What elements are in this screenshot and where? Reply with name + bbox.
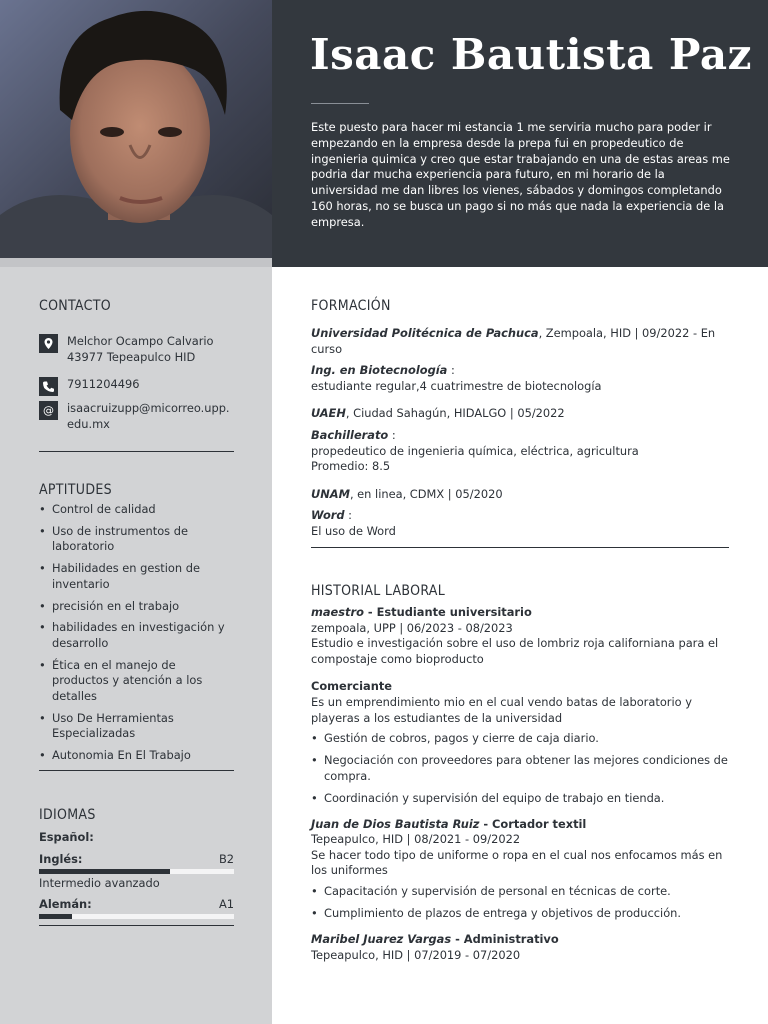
skill-item: • Habilidades en gestion de inventario [39,561,234,592]
languages-divider [39,925,234,926]
contact-divider [39,451,234,452]
education-entry [311,487,729,503]
job-role: - Cortador textil [479,816,587,831]
work-section [311,583,729,963]
skill-item: • Control de calidad [39,502,234,518]
work-title: HISTORIAL LABORAL [311,583,446,599]
bullet-item: • Capacitación y supervisión de personal en técnicas de corte. [311,884,729,900]
institution-name: UNAM [311,486,350,501]
level-bar-fill [39,869,170,874]
photo-divider-strip [0,258,272,267]
language-level: A1 [218,897,234,911]
institution-meta: , en linea, CDMX | 05/2020 [349,486,503,501]
job-role: - Administrativo [451,932,559,947]
name-underline [311,103,369,104]
contact-phone [39,377,234,397]
job-role: Comerciante [311,679,393,694]
language-german [39,897,234,912]
candidate-name: Isaac Bautista Paz [310,30,752,79]
bullet-item: • Negociación con proveedores para obtener las mejores condiciones de compra. [311,753,729,784]
work-entry [311,817,729,833]
degree-title: Bachillerato [311,427,389,442]
degree-detail: estudiante regular,4 cuatrimestre de biotecnología [311,378,602,393]
language-note: Intermedio avanzado [39,876,160,890]
languages-title: IDIOMAS [39,807,96,823]
skills-list [39,502,234,764]
address-line-2: 43977 Tepeapulco HID [67,349,196,364]
job-description: Es un emprendimiento mio en el cual vendo batas de laboratorio y playeras a los estudiantes de la universidad [311,694,692,725]
bullet-item: • Gestión de cobros, pagos y cierre de caja diario. [311,731,729,747]
degree-detail: El uso de Word [311,523,396,538]
profile-summary: Este puesto para hacer mi estancia 1 me serviria mucho para poder ir empezando en la empresa desde la prepa fui en propedeutico de ingenieria quimica y creo que estar trabajando en una de estas areas me podria dar mucha experiencia para futuro, en mi horario de la universidad me dan libres los vienes, sábados y domingos completando 160 horas, no se busca un pago si no más que nada la experiencia de la empresa. [311,120,730,229]
profile-photo [0,0,272,258]
institution-meta: , Ciudad Sahagún, HIDALGO | 05/2022 [345,406,565,421]
institution-meta: , Zempoala, HID | 09/2022 - En curso [311,326,716,356]
job-bullets [311,731,729,806]
employer-name: maestro [311,605,364,619]
skills-divider [39,770,234,771]
contact-address [39,334,234,365]
job-meta: zempoala, UPP | 06/2023 - 08/2023 [311,620,513,635]
education-section: FORMACIÓN Universidad Politécnica de Pachuca, Zempoala, HID | 09/2022 - En curso Ing. en Biotecnología : estudiante regular,4 cuatrimestre de biotecnología UAEH, Ciudad Sahagún, HIDALGO | 05/2022 Bachillerato : propedeutico de ingenieria química, eléctrica, agricultura Promedio: 8.5 UNAM, en linea, CDMX | 05/2020 Word : El uso de Word [311,298,729,548]
header-panel [272,0,768,267]
skills-title: APTITUDES [39,482,112,498]
education-entry [311,406,729,422]
skill-item: • Uso De Herramientas Especializadas [39,711,234,742]
map-marker-icon [39,334,58,353]
job-description: Se hacer todo tipo de uniforme o ropa en el cual nos enfocamos más en los uniformes [311,847,723,878]
degree-detail: Promedio: 8.5 [311,459,391,474]
email-line-2[interactable]: edu.mx [67,416,110,431]
language-level: B2 [218,852,234,866]
degree-detail: propedeutico de ingenieria química, eléctrica, agricultura [311,443,639,458]
job-meta: Tepeapulco, HID | 07/2019 - 07/2020 [311,947,521,962]
skill-item: • Uso de instrumentos de laboratorio [39,524,234,555]
institution-name: Universidad Politécnica de Pachuca [311,326,539,340]
education-divider [311,547,729,548]
education-title: FORMACIÓN [311,298,391,314]
contact-email [39,401,234,432]
email-line-1[interactable]: isaacruizupp@micorreo.upp. [67,401,230,416]
contact-title: CONTACTO [39,298,111,314]
german-level-bar [39,914,234,919]
skill-item: • Autonomia En El Trabajo [39,748,234,764]
address-line-1: Melchor Ocampo Calvario [67,334,214,348]
degree-title: Word [311,508,345,523]
english-level-bar [39,869,234,874]
employer-name: Juan de Dios Bautista Ruiz [311,816,480,831]
education-entry [311,326,729,357]
job-role: - Estudiante universitario [363,605,532,619]
portrait-illustration [0,0,272,258]
job-bullets [311,884,729,922]
language-name: Inglés: [39,852,83,866]
job-meta: Tepeapulco, HID | 08/2021 - 09/2022 [311,832,521,847]
skill-item: • precisión en el trabajo [39,599,234,615]
language-name: Alemán: [39,897,92,911]
phone-number[interactable]: 7911204496 [67,377,140,392]
skill-item: • Ética en el manejo de productos y atención a los detalles [39,658,234,705]
degree-title: Ing. en Biotecnología [311,363,448,378]
language-english [39,852,234,867]
bullet-item: • Coordinación y supervisión del equipo de trabajo en tienda. [311,791,729,807]
job-description: Estudio e investigación sobre el uso de lombriz roja californiana para el compostaje como bioproducto [311,636,719,666]
work-entry [311,932,729,948]
contact-section [39,298,234,452]
language-spanish [39,830,234,845]
employer-name: Maribel Juarez Vargas [311,932,452,947]
phone-icon [39,377,58,396]
bullet-item: • Cumplimiento de plazos de entrega y objetivos de producción. [311,906,729,922]
skills-section [39,482,234,771]
languages-section [39,807,234,926]
at-sign-icon: @ [39,401,58,420]
level-bar-fill [39,914,72,919]
institution-name: UAEH [311,406,346,421]
skill-item: • habilidades en investigación y desarrollo [39,620,234,651]
language-name: Español: [39,830,94,844]
work-entry [311,605,729,621]
